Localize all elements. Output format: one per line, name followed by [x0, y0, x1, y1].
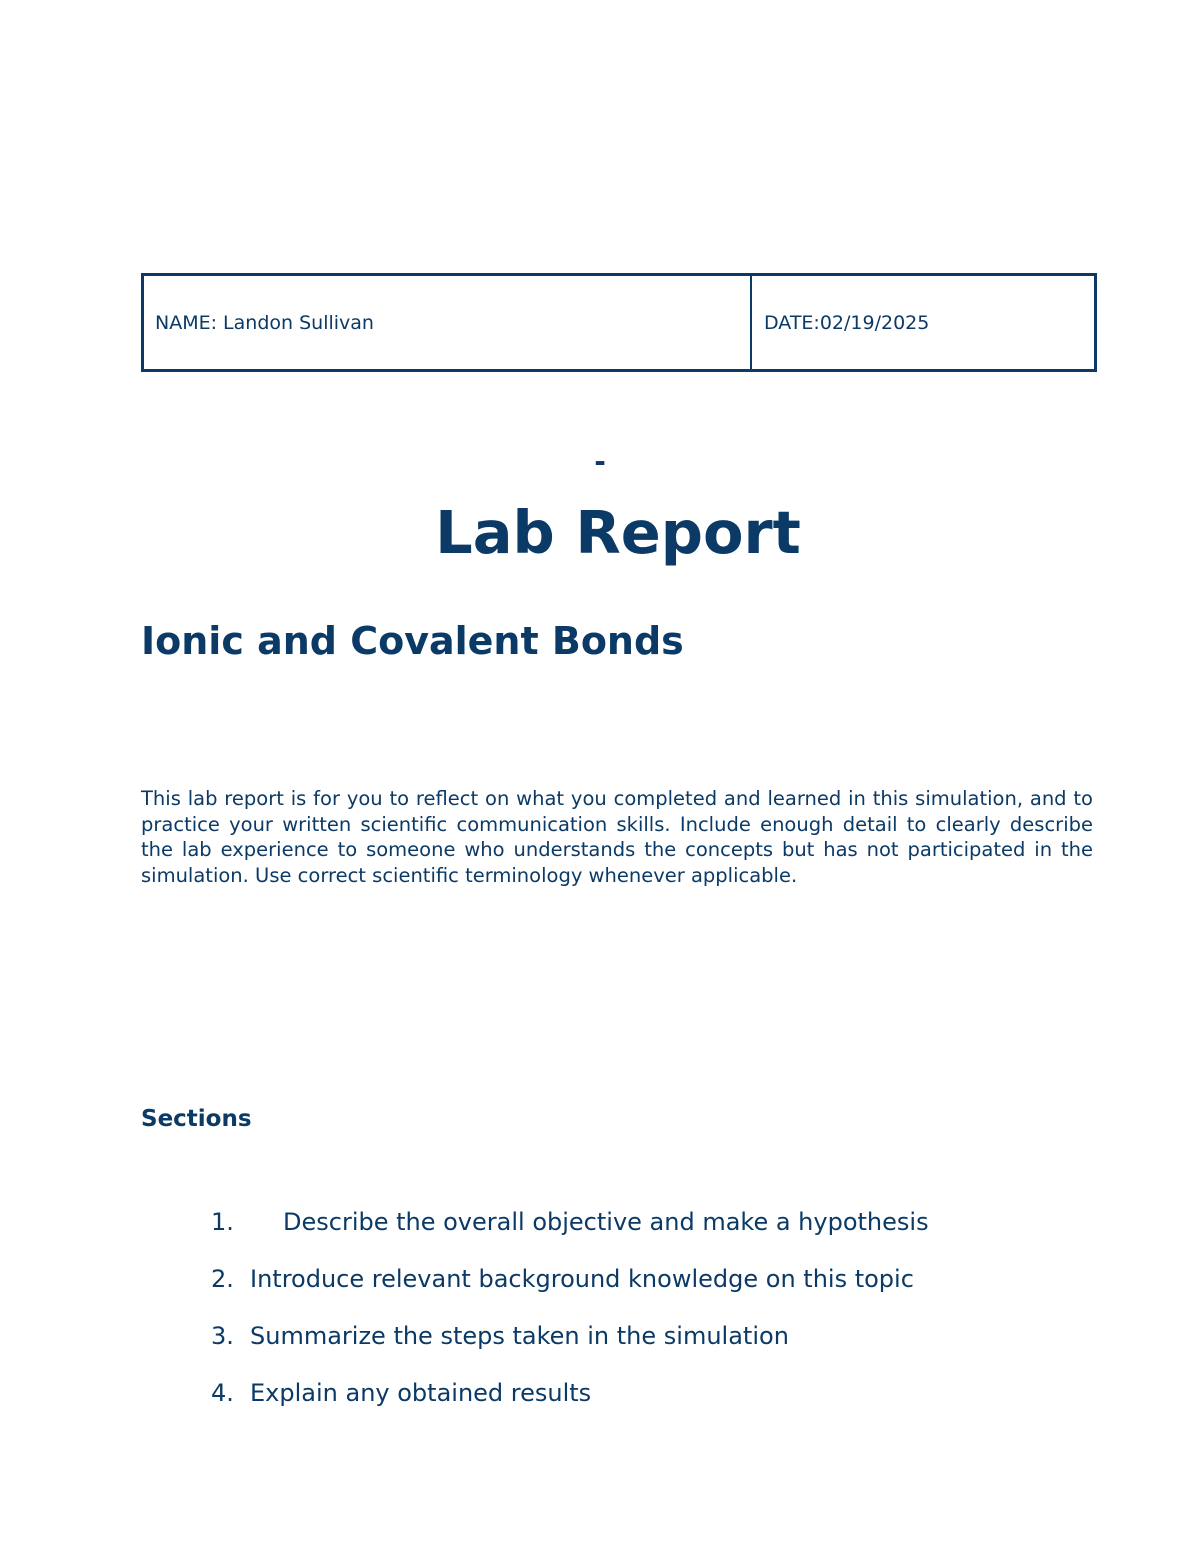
- section-item-text: Explain any obtained results: [250, 1379, 592, 1407]
- name-date-table: [141, 273, 1097, 372]
- name-cell: NAME: Landon Sullivan: [144, 276, 752, 369]
- section-item-text: Describe the overall objective and make a hypothesis: [283, 1208, 929, 1236]
- section-item-number: 3.: [211, 1322, 234, 1350]
- section-item-number: 4.: [211, 1379, 234, 1407]
- section-item-number: 1.: [211, 1208, 234, 1236]
- page-title: Lab Report: [435, 498, 801, 567]
- intro-paragraph: This lab report is for you to reflect on what you completed and learned in this simulation, and to practice your written scientific communication skills. Include enough detail to clearly describe the lab experience to someone who understands the concepts but has not participated in the simulation. Use correct scientific terminology whenever applicable.: [141, 787, 1093, 887]
- section-item-2: [211, 1262, 914, 1296]
- section-item-number: 2.: [211, 1265, 234, 1293]
- section-item-4: [211, 1376, 591, 1410]
- section-item-3: [211, 1319, 789, 1353]
- section-item-text: Summarize the steps taken in the simulation: [250, 1322, 789, 1350]
- title-separator: -: [594, 445, 606, 478]
- section-item-text: Introduce relevant background knowledge on this topic: [250, 1265, 914, 1293]
- sections-heading: Sections: [141, 1106, 252, 1132]
- lab-subtitle: Ionic and Covalent Bonds: [141, 619, 684, 663]
- section-item-1: [211, 1205, 929, 1239]
- date-cell: DATE:02/19/2025: [764, 311, 930, 334]
